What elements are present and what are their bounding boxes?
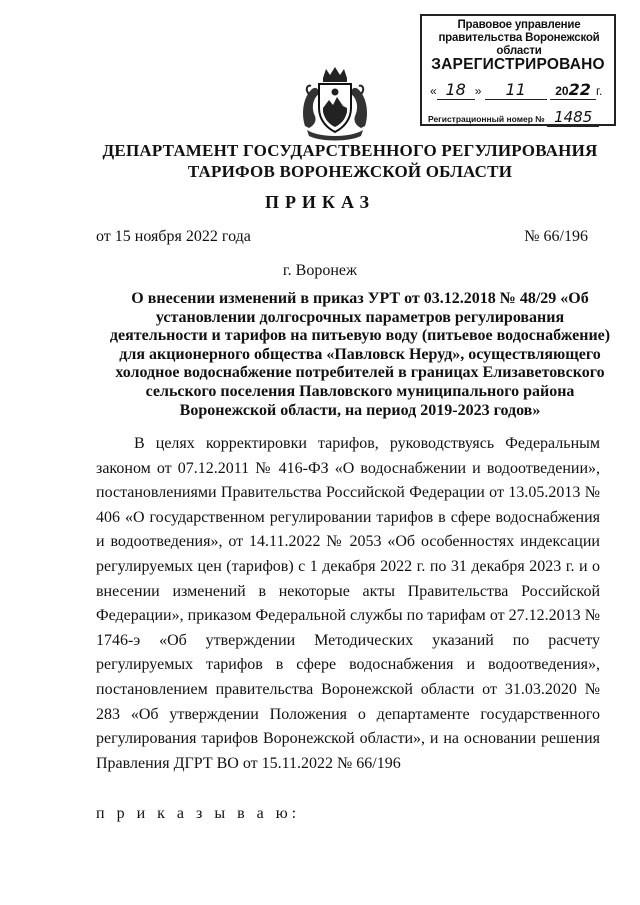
stamp-year: 2022 xyxy=(550,80,596,100)
stamp-organization: Правовое управление правительства Воронежской области xyxy=(438,19,600,57)
stamp-day: 18 xyxy=(437,80,475,100)
order-date: от 15 ноября 2022 года xyxy=(96,228,251,245)
order-number: № 66/196 xyxy=(524,228,588,245)
stamp-date: « 18 » 11 2022 г. xyxy=(430,80,603,99)
stamp-reg-number: 1485 xyxy=(547,108,599,127)
stamp-reg-number-label: Регистрационный номер № xyxy=(428,114,545,124)
stamp-registered-label: ЗАРЕГИСТРИРОВАНО xyxy=(431,56,605,73)
registration-stamp xyxy=(420,14,616,126)
stamp-month: 11 xyxy=(485,80,547,100)
decree-word: п р и к а з ы в а ю: xyxy=(96,805,301,822)
department-name: ДЕПАРТАМЕНТ ГОСУДАРСТВЕННОГО РЕГУЛИРОВАНИЯ ТАРИФОВ ВОРОНЕЖСКОЙ ОБЛАСТИ xyxy=(102,141,598,181)
order-title: ПРИКАЗ xyxy=(264,192,376,212)
coat-of-arms-icon xyxy=(299,64,371,142)
preamble-paragraph: В целях корректировки тарифов, руководствуясь Федеральным законом от 07.12.2011 № 416-ФЗ «О водоснабжении и водоотведении», постановлениями Правительства Российской Федерации от 13.05.2013 № 406 «О государственном регулировании тарифов в сфере водоснабжения и водоотведения», от 14.11.2022 № 2053 «Об особенностях индексации регулируемых цен (тарифов) с 1 декабря 2022 г. по 31 декабря 2023 г. и о внесении изменений в некоторые акты Правительства Российской Федерации», приказом Федеральной службы по тарифам от 27.12.2013 № 1746-э «Об утверждении Методических указаний по расчету регулируемых тарифов в сфере водоснабжения и водоотведения», постановлением правительства Воронежской области от 31.03.2020 № 283 «Об утверждении Положения о департаменте государственного регулирования тарифов Воронежской области», и на основании решения Правления ДГРТ ВО от 15.11.2022 № 66/196 xyxy=(96,435,600,772)
stamp-reg-number-row xyxy=(428,108,610,127)
order-subject: О внесении изменений в приказ УРТ от 03.12.2018 № 48/29 «Об установлении долгосрочных параметров регулирования деятельности и тарифов на питьевую воду (питьевое водоснабжение) для акционерного общества «Павловск Неруд», осуществляющего холодное водоснабжение потребителей в границах Елизаветовского сельского поселения Павловского муниципального района Воронежской области, на период 2019-2023 годов» xyxy=(109,290,611,419)
city: г. Воронеж xyxy=(282,262,358,279)
